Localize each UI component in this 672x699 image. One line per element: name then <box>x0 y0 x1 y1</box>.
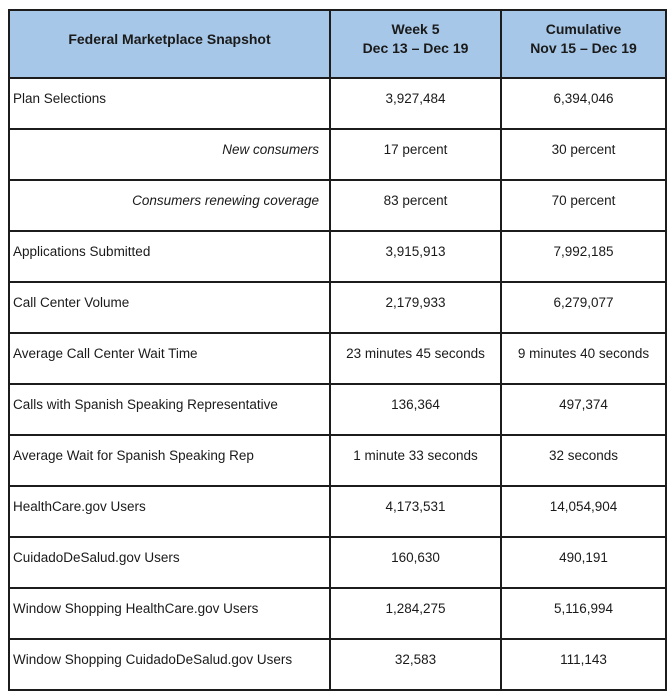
week5-header-line2: Dec 13 – Dec 19 <box>362 40 469 56</box>
table-row-new-consumers <box>9 129 666 180</box>
week5-value: 2,179,933 <box>330 282 501 333</box>
cumulative-value: 111,143 <box>501 639 666 690</box>
week5-header-line1: Week 5 <box>391 21 440 37</box>
row-label: HealthCare.gov Users <box>9 486 330 537</box>
table-body <box>9 78 666 690</box>
cumulative-value: 5,116,994 <box>501 588 666 639</box>
cumulative-value: 497,374 <box>501 384 666 435</box>
week5-value: 23 minutes 45 seconds <box>330 333 501 384</box>
table-header <box>9 10 666 78</box>
row-label: Call Center Volume <box>9 282 330 333</box>
week5-value: 160,630 <box>330 537 501 588</box>
cumulative-value: 9 minutes 40 seconds <box>501 333 666 384</box>
table-row-applications-submitted <box>9 231 666 282</box>
row-label: Average Call Center Wait Time <box>9 333 330 384</box>
row-label: New consumers <box>9 129 330 180</box>
week5-value: 32,583 <box>330 639 501 690</box>
week5-column-header <box>330 10 501 78</box>
table-row-avg-wait-spanish-rep <box>9 435 666 486</box>
cumulative-value: 7,992,185 <box>501 231 666 282</box>
table-row-avg-call-center-wait <box>9 333 666 384</box>
row-label: Plan Selections <box>9 78 330 129</box>
row-label: Window Shopping CuidadoDeSalud.gov Users <box>9 639 330 690</box>
header-row <box>9 10 666 78</box>
header-title-cell <box>9 10 330 78</box>
row-label: Average Wait for Spanish Speaking Rep <box>9 435 330 486</box>
cumulative-value: 32 seconds <box>501 435 666 486</box>
week5-value: 3,927,484 <box>330 78 501 129</box>
week5-value: 3,915,913 <box>330 231 501 282</box>
table-row-call-center-volume <box>9 282 666 333</box>
row-label: Consumers renewing coverage <box>9 180 330 231</box>
week5-value: 1 minute 33 seconds <box>330 435 501 486</box>
row-label: Window Shopping HealthCare.gov Users <box>9 588 330 639</box>
cumulative-value: 6,394,046 <box>501 78 666 129</box>
table-row-window-shopping-cuidadodesalud <box>9 639 666 690</box>
cumulative-header-line1: Cumulative <box>545 21 622 37</box>
table-row-plan-selections <box>9 78 666 129</box>
table-row-cuidadodesalud-gov-users <box>9 537 666 588</box>
week5-value: 136,364 <box>330 384 501 435</box>
row-label: Applications Submitted <box>9 231 330 282</box>
cumulative-header-line2: Nov 15 – Dec 19 <box>530 40 637 56</box>
cumulative-value: 70 percent <box>501 180 666 231</box>
table-title: Federal Marketplace Snapshot <box>68 31 271 47</box>
cumulative-value: 30 percent <box>501 129 666 180</box>
cumulative-value: 14,054,904 <box>501 486 666 537</box>
row-label: CuidadoDeSalud.gov Users <box>9 537 330 588</box>
cumulative-column-header <box>501 10 666 78</box>
cumulative-value: 490,191 <box>501 537 666 588</box>
table-row-calls-spanish-rep <box>9 384 666 435</box>
week5-value: 1,284,275 <box>330 588 501 639</box>
week5-value: 83 percent <box>330 180 501 231</box>
row-label: Calls with Spanish Speaking Representative <box>9 384 330 435</box>
table-row-consumers-renewing <box>9 180 666 231</box>
week5-value: 17 percent <box>330 129 501 180</box>
week5-value: 4,173,531 <box>330 486 501 537</box>
federal-marketplace-snapshot-table <box>8 9 667 691</box>
table-row-window-shopping-healthcare <box>9 588 666 639</box>
table-row-healthcare-gov-users <box>9 486 666 537</box>
cumulative-value: 6,279,077 <box>501 282 666 333</box>
